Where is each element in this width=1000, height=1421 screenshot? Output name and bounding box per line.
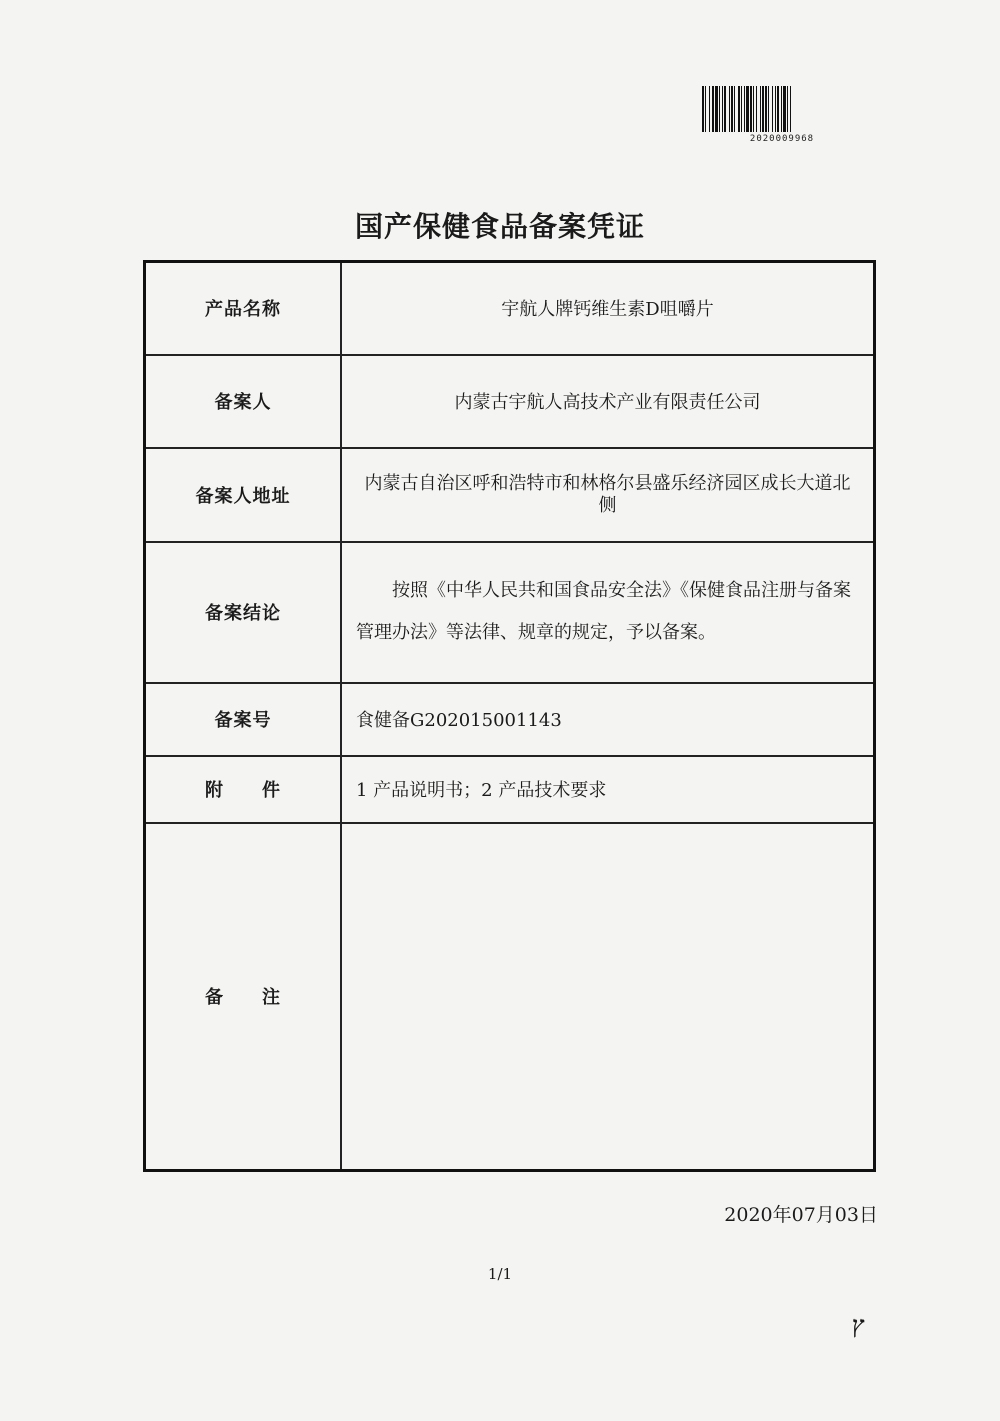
- barcode-number: 2020009968: [749, 134, 815, 144]
- filing-number-value: 食健备G202015001143: [341, 683, 875, 756]
- row-label: 备案结论: [145, 542, 342, 683]
- certificate-table: [143, 260, 876, 1172]
- page-title: 国产保健食品备案凭证: [354, 210, 645, 243]
- filer-address-value: 内蒙古自治区呼和浩特市和林格尔县盛乐经济园区成长大道北侧: [341, 448, 875, 542]
- row-label: 产品名称: [145, 262, 342, 355]
- table-row: [145, 683, 875, 756]
- barcode-bar: [791, 86, 793, 132]
- row-label: 备 注: [145, 823, 342, 1171]
- filer-value: 内蒙古宇航人高技术产业有限责任公司: [341, 355, 875, 448]
- table-row: [145, 756, 875, 823]
- table-row: [145, 448, 875, 542]
- handwritten-mark: ץ: [852, 1310, 865, 1339]
- table-row: [145, 262, 875, 355]
- barcode-bars: [702, 86, 862, 132]
- issue-date: 2020年07月03日: [724, 1204, 878, 1226]
- table-row: [145, 823, 875, 1171]
- row-label: 备案人: [145, 355, 342, 448]
- remarks-value: [341, 823, 875, 1171]
- row-label: 备案号: [145, 683, 342, 756]
- row-label: 附 件: [145, 756, 342, 823]
- table-row: [145, 542, 875, 683]
- page-number: 1/1: [487, 1265, 513, 1283]
- product-name-value: 宇航人牌钙维生素D咀嚼片: [341, 262, 875, 355]
- conclusion-value: 按照《中华人民共和国食品安全法》《保健食品注册与备案管理办法》等法律、规章的规定，予以备案。: [341, 542, 875, 683]
- barcode: [702, 86, 862, 144]
- table-row: [145, 355, 875, 448]
- row-label: 备案人地址: [145, 448, 342, 542]
- attachments-value: 1 产品说明书；2 产品技术要求: [341, 756, 875, 823]
